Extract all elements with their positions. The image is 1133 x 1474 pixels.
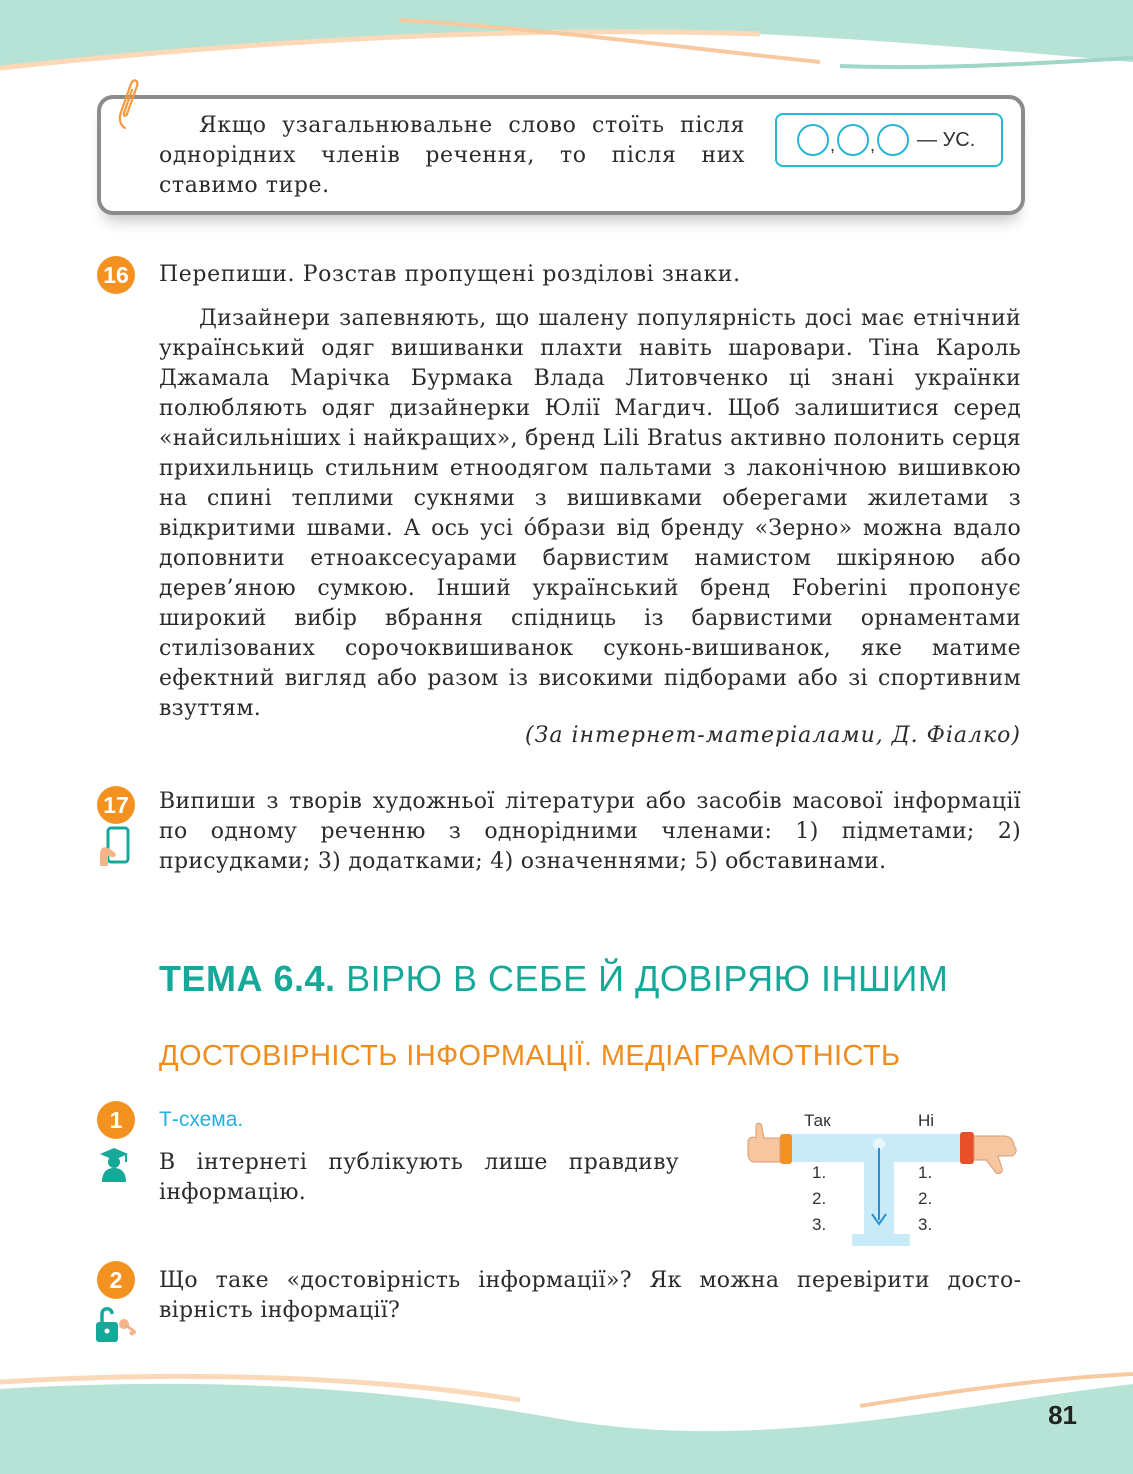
paperclip-icon	[117, 74, 139, 130]
t-scheme-yes-label: Так	[804, 1111, 831, 1130]
t-scheme-yes-item: 3.	[812, 1215, 827, 1234]
t-scheme-no-label: Ні	[918, 1111, 935, 1130]
scheme-circle	[877, 124, 909, 156]
task-number-badge: 17	[97, 786, 135, 824]
thumbs-down-icon	[960, 1132, 1016, 1174]
task-number-badge: 1	[97, 1101, 135, 1139]
scheme-circle	[797, 124, 829, 156]
subtheme-heading: ДОСТОВІРНІСТЬ ІНФОРМАЦІЇ. МЕДІАГРАМОТНІСТЬ	[159, 1040, 901, 1072]
bottom-decorative-wave	[0, 1364, 1133, 1474]
theme-heading	[159, 958, 948, 1000]
phone-hand-icon	[96, 826, 132, 868]
scheme-comma: ,	[870, 134, 876, 155]
rule-box	[97, 95, 1025, 215]
t-scheme-no-item: 3.	[918, 1215, 933, 1234]
page-number: 81	[1048, 1400, 1077, 1430]
task-number-badge: 2	[97, 1261, 135, 1299]
t-scheme-yes-item: 2.	[812, 1189, 827, 1208]
task-number-badge: 16	[97, 256, 135, 294]
theme-prefix: ТЕМА 6.4.	[159, 958, 336, 999]
rule-text: Якщо узагальнювальне слово стоїть після однорідних членів речення, то після них ставимо тире.	[159, 113, 745, 198]
task1-label: Т-схема.	[159, 1108, 244, 1131]
task16-paragraph: Дизайнери запевняють, що шалену популярність досі має етнічний український одяг вишиванки плахти навіть шаровари. Тіна Кароль Джамала Марічка Бурмака Влада Литовченко ці знані українки полюбляють одяг дизайнерки Юлії Магдич. Щоб залишитися серед «найсильніших і найкращих», бренд Lili Bratus активно полонить серця прихильниць стильним етноодягом пальтами з лаконічною вишивкою на спині теплими сукнями з вишивками оберегами жилетами з відкритими швами. А ось усі óбрази від бренду «Зерно» можна вдало доповнити етноаксесуарами барвистим намистом шкіряною або дерев’яною сумкою. Інший український бренд Foberini пропонує широкий вибір вбрання спідниць із барвистими орнаментами стилізованих сорочоквишиванок суконь-вишиванок, яке матиме ефектний вигляд або разом із високими підборами або зі спортивним взуттям.	[159, 306, 1021, 721]
thumbs-up-icon	[748, 1123, 792, 1164]
task16-source: (За інтернет-матеріалами, Д. Фіалко)	[525, 723, 1021, 748]
scheme-circle	[837, 124, 869, 156]
task17-text: Випиши з творів художньої літератури або засобів масової інформації по одному реченню з однорідними членами: 1) підметами; 2) присудками; 3) додатками; 4) означеннями; 5) обставинами.	[159, 789, 1021, 874]
open-lock-key-icon	[94, 1304, 136, 1344]
task1-text: В інтернеті публікують лише правдиву інформацію.	[159, 1150, 679, 1205]
task2-text: Що таке «достовірність інформації»? Як можна перевірити достовірність інформації?	[159, 1268, 1021, 1323]
t-scheme-diagram	[742, 1106, 1022, 1256]
scheme-end: — УС.	[917, 128, 976, 151]
scheme-comma: ,	[830, 134, 836, 155]
t-scheme-no-item: 2.	[918, 1189, 933, 1208]
t-scheme-yes-item: 1.	[812, 1163, 827, 1182]
punctuation-scheme	[775, 113, 1003, 167]
top-decorative-wave	[0, 0, 1133, 80]
theme-title: ВІРЮ В СЕБЕ Й ДОВІРЯЮ ІНШИМ	[346, 958, 949, 999]
student-icon	[97, 1146, 131, 1182]
t-scheme-no-item: 1.	[918, 1163, 933, 1182]
task16-instruction: Перепиши. Розстав пропущені розділові знаки.	[159, 262, 741, 287]
